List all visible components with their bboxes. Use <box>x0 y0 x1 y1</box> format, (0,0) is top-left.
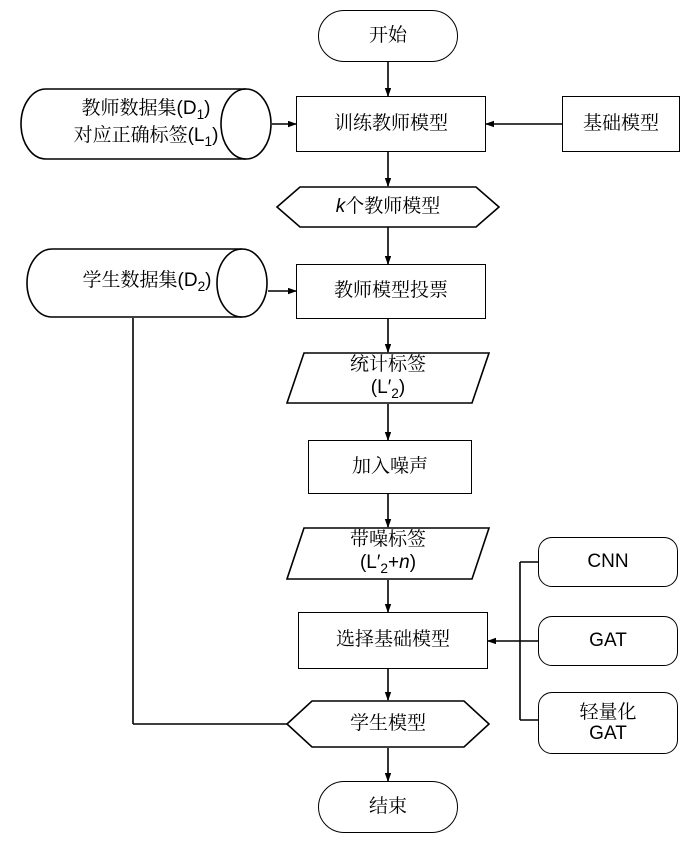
node-cnn-label: CNN <box>587 550 629 572</box>
noisy-labels-line2: $(L'_2+n)$ <box>359 552 417 577</box>
node-end[interactable] <box>318 781 458 833</box>
node-gat[interactable] <box>538 616 678 666</box>
student-dataset-label: 学生数据集$(D_2)$ <box>82 270 212 295</box>
teacher-dataset-line1: 教师数据集$(D_1)$ <box>81 97 211 122</box>
node-noisy-labels[interactable] <box>286 527 490 580</box>
count-labels-line1: 统计标签 <box>349 353 426 375</box>
node-teacher-vote[interactable] <box>296 264 486 319</box>
node-count-labels[interactable] <box>286 352 490 404</box>
node-base-model[interactable] <box>562 96 680 152</box>
count-labels-line2: $(L'_2)$ <box>370 376 406 401</box>
node-train-teacher-model-label: 训练教师模型 <box>333 112 448 134</box>
student-model-label: 学生模型 <box>349 712 426 734</box>
node-add-noise-label: 加入噪声 <box>351 455 428 477</box>
node-base-model-label: 基础模型 <box>582 112 659 134</box>
node-light-gat-line2: GAT <box>589 723 627 744</box>
node-cnn[interactable] <box>538 537 678 587</box>
teacher-dataset-line2: 对应正确标签$(L_1)$ <box>73 125 219 149</box>
node-light-gat-line1: 轻量化 <box>579 701 637 723</box>
node-teacher-dataset[interactable] <box>20 88 272 160</box>
node-student-dataset[interactable] <box>26 248 268 318</box>
node-select-base-model[interactable] <box>298 612 488 669</box>
k-teacher-models-label: k个教师模型 <box>335 195 441 217</box>
node-add-noise[interactable] <box>308 440 472 494</box>
node-gat-label: GAT <box>589 629 627 651</box>
node-teacher-vote-label: 教师模型投票 <box>333 280 448 302</box>
node-end-label: 结束 <box>368 795 407 817</box>
node-k-teacher-models[interactable] <box>276 186 500 228</box>
node-start[interactable] <box>318 10 458 62</box>
node-start-label: 开始 <box>368 24 407 46</box>
node-student-model[interactable] <box>286 700 490 748</box>
node-train-teacher-model[interactable] <box>296 96 486 152</box>
noisy-labels-line1: 带噪标签 <box>349 529 426 551</box>
node-select-base-model-label: 选择基础模型 <box>335 629 450 651</box>
node-light-gat[interactable] <box>538 692 678 754</box>
